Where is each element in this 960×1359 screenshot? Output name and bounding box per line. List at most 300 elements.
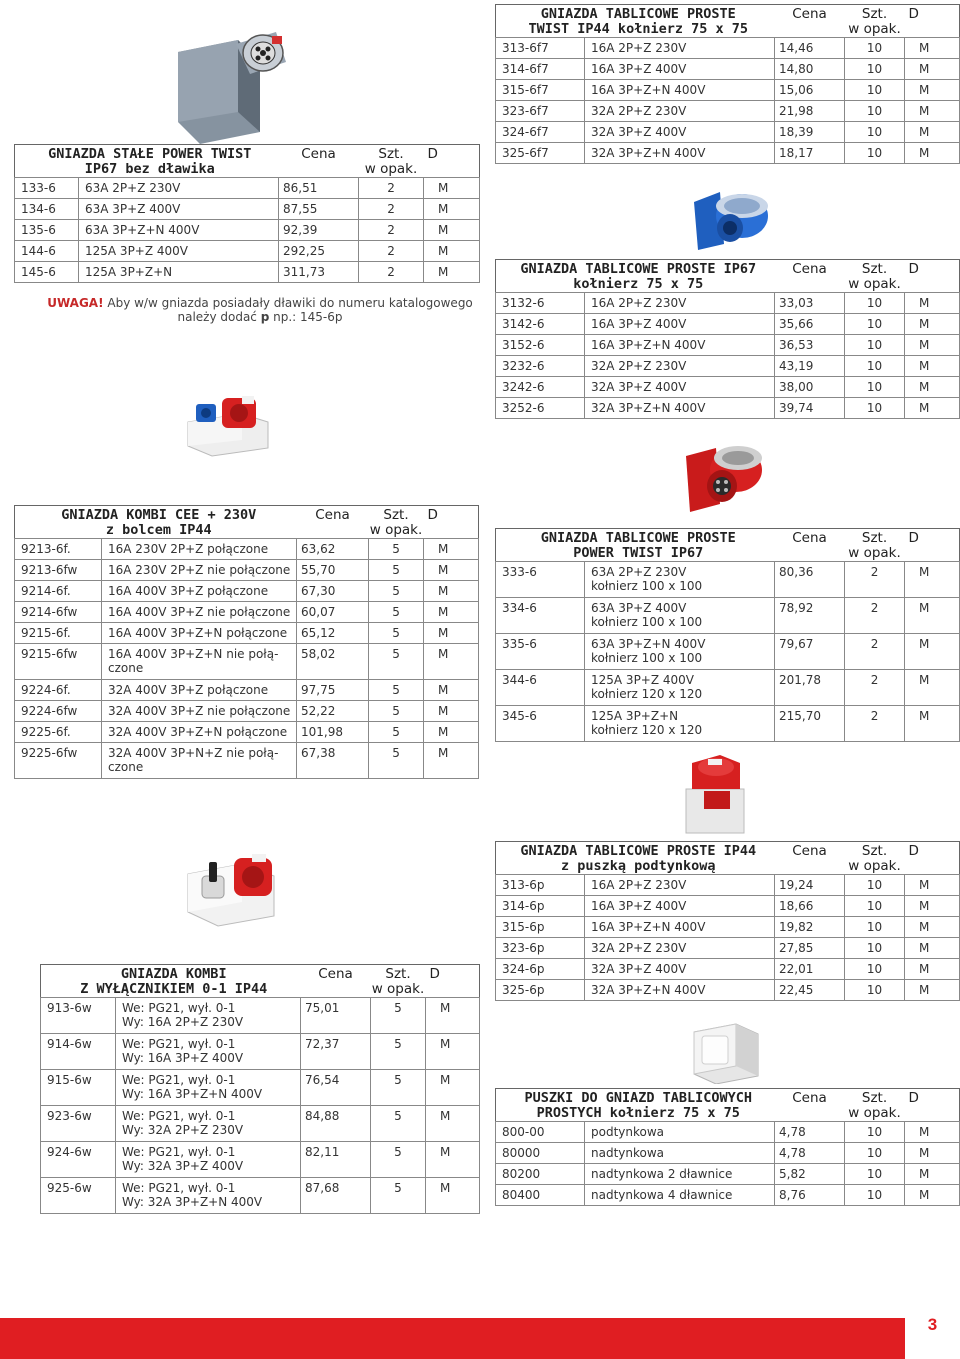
description-line: 16A 230V 2P+Z nie połączone bbox=[108, 563, 291, 577]
product-price: 58,02 bbox=[297, 644, 369, 680]
product-code: 315-6f7 bbox=[496, 80, 585, 101]
product-description bbox=[102, 722, 297, 743]
table-row bbox=[41, 1034, 480, 1070]
product-description bbox=[585, 38, 775, 59]
product-description bbox=[585, 917, 775, 938]
product-description bbox=[116, 1034, 301, 1070]
price-header: Cena bbox=[792, 530, 827, 546]
product-code: 133-6 bbox=[15, 178, 79, 199]
availability-code: M bbox=[424, 199, 480, 220]
product-price: 55,70 bbox=[297, 560, 369, 581]
package-quantity: 10 bbox=[845, 917, 905, 938]
grey-power-twist-socket-image bbox=[168, 22, 293, 147]
package-quantity: 2 bbox=[359, 241, 424, 262]
product-description bbox=[585, 59, 775, 80]
d-header: D bbox=[908, 530, 919, 546]
description-line: 125A 3P+Z 400V bbox=[591, 673, 695, 687]
table-row bbox=[41, 1178, 480, 1214]
qty-header-line: w opak. bbox=[371, 981, 425, 997]
product-code: 314-6p bbox=[496, 896, 585, 917]
description-line: 63A 3P+Z+N 400V bbox=[591, 637, 706, 651]
product-description bbox=[585, 1185, 775, 1206]
qty-header bbox=[845, 529, 905, 562]
product-code: 80000 bbox=[496, 1143, 585, 1164]
package-quantity: 5 bbox=[369, 539, 424, 560]
product-price: 82,11 bbox=[301, 1142, 371, 1178]
table-title bbox=[496, 529, 775, 562]
table-row bbox=[41, 1070, 480, 1106]
product-description bbox=[585, 398, 775, 419]
product-code: 913-6w bbox=[41, 998, 116, 1034]
product-price: 18,17 bbox=[775, 143, 845, 164]
product-description bbox=[585, 143, 775, 164]
availability-code: M bbox=[424, 241, 480, 262]
table-row bbox=[496, 143, 960, 164]
description-line: We: PG21, wył. 0-1 bbox=[122, 1145, 236, 1159]
package-quantity: 2 bbox=[359, 199, 424, 220]
product-code: 9215-6fw bbox=[15, 644, 102, 680]
table-title-line: GNIAZDA TABLICOWE PROSTE IP67 bbox=[520, 261, 757, 277]
description-line: Wy: 32A 3P+Z 400V bbox=[122, 1159, 244, 1173]
package-quantity: 10 bbox=[845, 938, 905, 959]
table-title-line: z bolcem IP44 bbox=[105, 522, 212, 538]
availability-code: M bbox=[424, 220, 480, 241]
availability-code: M bbox=[424, 680, 479, 701]
availability-code: M bbox=[424, 623, 479, 644]
combi-switch-socket-image bbox=[182, 850, 280, 928]
blue-panel-socket-image bbox=[690, 188, 774, 252]
availability-code: M bbox=[424, 644, 479, 680]
product-price: 75,01 bbox=[301, 998, 371, 1034]
price-table bbox=[14, 144, 480, 283]
description-line: Wy: 16A 3P+Z+N 400V bbox=[122, 1087, 263, 1101]
description-line: kołnierz 100 x 100 bbox=[591, 615, 703, 629]
table-title-line: IP67 bez dławika bbox=[84, 161, 215, 177]
availability-code: M bbox=[905, 896, 960, 917]
package-quantity: 5 bbox=[371, 1178, 426, 1214]
qty-header bbox=[359, 145, 424, 178]
package-quantity: 5 bbox=[371, 1070, 426, 1106]
product-code: 3232-6 bbox=[496, 356, 585, 377]
table-title-line: PUSZKI DO GNIAZD TABLICOWYCH bbox=[524, 1090, 753, 1106]
description-line: 125A 3P+Z 400V bbox=[85, 244, 189, 258]
price-table bbox=[495, 259, 960, 419]
qty-header bbox=[845, 5, 905, 38]
description-line: We: PG21, wył. 0-1 bbox=[122, 1181, 236, 1195]
description-line: 16A 2P+Z 230V bbox=[591, 878, 687, 892]
table-header bbox=[496, 842, 960, 875]
table-header bbox=[496, 1089, 960, 1122]
table-row bbox=[496, 1122, 960, 1143]
product-price: 63,62 bbox=[297, 539, 369, 560]
product-description bbox=[102, 581, 297, 602]
package-quantity: 10 bbox=[845, 38, 905, 59]
product-description bbox=[585, 293, 775, 314]
product-price: 14,46 bbox=[775, 38, 845, 59]
description-line: We: PG21, wył. 0-1 bbox=[122, 1037, 236, 1051]
product-description bbox=[102, 602, 297, 623]
product-price: 72,37 bbox=[301, 1034, 371, 1070]
product-price: 38,00 bbox=[775, 377, 845, 398]
description-line: 32A 400V 3P+N+Z nie połą- bbox=[108, 746, 279, 760]
qty-header-line: Szt. bbox=[861, 530, 888, 546]
table-title bbox=[15, 506, 297, 539]
product-price: 35,66 bbox=[775, 314, 845, 335]
package-quantity: 5 bbox=[369, 644, 424, 680]
product-description bbox=[116, 998, 301, 1034]
description-line: 32A 3P+Z 400V bbox=[591, 125, 687, 139]
product-description bbox=[102, 743, 297, 779]
table-title bbox=[496, 842, 775, 875]
package-quantity: 2 bbox=[845, 706, 905, 742]
description-line: 125A 3P+Z+N bbox=[85, 265, 173, 279]
price-header: Cena bbox=[792, 843, 827, 859]
product-description bbox=[116, 1142, 301, 1178]
product-price: 60,07 bbox=[297, 602, 369, 623]
availability-code: M bbox=[905, 38, 960, 59]
product-code: 9215-6f. bbox=[15, 623, 102, 644]
package-quantity: 2 bbox=[359, 262, 424, 283]
product-description bbox=[585, 1143, 775, 1164]
product-price: 18,39 bbox=[775, 122, 845, 143]
product-description bbox=[102, 560, 297, 581]
table-row bbox=[496, 80, 960, 101]
table-row bbox=[15, 199, 480, 220]
product-description bbox=[102, 539, 297, 560]
product-price: 19,24 bbox=[775, 875, 845, 896]
availability-code: M bbox=[424, 701, 479, 722]
d-header: D bbox=[908, 261, 919, 277]
description-line: kołnierz 120 x 120 bbox=[591, 723, 703, 737]
product-code: 9214-6f. bbox=[15, 581, 102, 602]
package-quantity: 2 bbox=[845, 634, 905, 670]
description-line: 16A 2P+Z 230V bbox=[591, 296, 687, 310]
product-code: 334-6 bbox=[496, 598, 585, 634]
product-code: 3242-6 bbox=[496, 377, 585, 398]
product-description bbox=[102, 623, 297, 644]
product-description bbox=[116, 1106, 301, 1142]
description-line: 16A 400V 3P+Z+N nie połą- bbox=[108, 647, 279, 661]
product-price: 27,85 bbox=[775, 938, 845, 959]
product-price: 67,38 bbox=[297, 743, 369, 779]
qty-header-line: w opak. bbox=[848, 1105, 901, 1121]
product-description bbox=[585, 896, 775, 917]
package-quantity: 10 bbox=[845, 959, 905, 980]
package-quantity: 10 bbox=[845, 875, 905, 896]
table-title bbox=[15, 145, 279, 178]
d-header: D bbox=[427, 507, 438, 523]
d-header: D bbox=[908, 6, 919, 22]
table-title-line: POWER TWIST IP67 bbox=[573, 545, 704, 561]
package-quantity: 10 bbox=[845, 1122, 905, 1143]
availability-code: M bbox=[905, 1143, 960, 1164]
product-description bbox=[102, 680, 297, 701]
product-code: 3132-6 bbox=[496, 293, 585, 314]
d-header: D bbox=[429, 966, 440, 982]
product-description bbox=[116, 1070, 301, 1106]
product-code: 80200 bbox=[496, 1164, 585, 1185]
table-row bbox=[496, 101, 960, 122]
description-line: nadtynkowa 2 dławnice bbox=[591, 1167, 733, 1181]
table-row bbox=[15, 743, 479, 779]
qty-header-line: w opak. bbox=[848, 21, 901, 37]
product-price: 43,19 bbox=[775, 356, 845, 377]
price-header: Cena bbox=[792, 6, 827, 22]
product-price: 76,54 bbox=[301, 1070, 371, 1106]
description-line: 63A 2P+Z 230V bbox=[591, 565, 687, 579]
availability-code: M bbox=[905, 80, 960, 101]
package-quantity: 10 bbox=[845, 122, 905, 143]
package-quantity: 10 bbox=[845, 80, 905, 101]
product-price: 21,98 bbox=[775, 101, 845, 122]
table-header bbox=[41, 965, 480, 998]
package-quantity: 5 bbox=[369, 680, 424, 701]
product-description bbox=[585, 314, 775, 335]
description-line: 32A 2P+Z 230V bbox=[591, 359, 687, 373]
product-description bbox=[585, 634, 775, 670]
product-code: 80400 bbox=[496, 1185, 585, 1206]
availability-code: M bbox=[905, 122, 960, 143]
table-title-line: GNIAZDA STAŁE POWER TWIST bbox=[48, 146, 252, 162]
description-line: 32A 3P+Z 400V bbox=[591, 962, 687, 976]
table-title-line: GNIAZDA TABLICOWE PROSTE bbox=[540, 6, 736, 22]
package-quantity: 10 bbox=[845, 1164, 905, 1185]
product-price: 97,75 bbox=[297, 680, 369, 701]
price-header: Cena bbox=[792, 1090, 827, 1106]
qty-header bbox=[369, 506, 424, 539]
qty-header-line: Szt. bbox=[383, 507, 409, 523]
availability-code: M bbox=[424, 560, 479, 581]
price-table bbox=[495, 4, 960, 164]
table-row bbox=[496, 896, 960, 917]
description-line: Wy: 32A 3P+Z+N 400V bbox=[122, 1195, 263, 1209]
table-row bbox=[496, 293, 960, 314]
description-line: 63A 3P+Z 400V bbox=[85, 202, 181, 216]
table-title-line: kołnierz 75 x 75 bbox=[573, 276, 704, 292]
package-quantity: 10 bbox=[845, 1143, 905, 1164]
availability-code: M bbox=[905, 143, 960, 164]
availability-code: M bbox=[905, 1185, 960, 1206]
product-description bbox=[585, 980, 775, 1001]
price-header: Cena bbox=[315, 507, 350, 523]
product-price: 14,80 bbox=[775, 59, 845, 80]
package-quantity: 5 bbox=[369, 722, 424, 743]
availability-code: M bbox=[905, 356, 960, 377]
availability-code: M bbox=[905, 959, 960, 980]
table-header bbox=[15, 506, 479, 539]
table-row bbox=[496, 1143, 960, 1164]
description-line: 16A 400V 3P+Z nie połączone bbox=[108, 605, 291, 619]
description-line: 16A 3P+Z 400V bbox=[591, 899, 687, 913]
price-header: Cena bbox=[301, 146, 336, 162]
table-title bbox=[496, 5, 775, 38]
description-line: podtynkowa bbox=[591, 1125, 665, 1139]
product-code: 333-6 bbox=[496, 562, 585, 598]
availability-code: M bbox=[905, 634, 960, 670]
availability-code: M bbox=[424, 722, 479, 743]
table-row bbox=[496, 314, 960, 335]
table-title-line: PROSTYCH kołnierz 75 x 75 bbox=[536, 1105, 740, 1121]
product-price: 201,78 bbox=[775, 670, 845, 706]
product-code: 9213-6f. bbox=[15, 539, 102, 560]
product-price: 52,22 bbox=[297, 701, 369, 722]
table-row bbox=[496, 122, 960, 143]
description-line: nadtynkowa bbox=[591, 1146, 665, 1160]
table-header bbox=[15, 145, 480, 178]
table-row bbox=[496, 562, 960, 598]
availability-code: M bbox=[905, 670, 960, 706]
availability-code: M bbox=[426, 1178, 480, 1214]
qty-header-line: w opak. bbox=[848, 276, 901, 292]
product-price: 79,67 bbox=[775, 634, 845, 670]
availability-code: M bbox=[426, 998, 480, 1034]
product-code: 9224-6f. bbox=[15, 680, 102, 701]
product-description bbox=[585, 562, 775, 598]
product-description bbox=[102, 644, 297, 680]
description-line: 16A 3P+Z+N 400V bbox=[591, 83, 706, 97]
product-price: 15,06 bbox=[775, 80, 845, 101]
product-description bbox=[585, 377, 775, 398]
availability-code: M bbox=[905, 598, 960, 634]
availability-code: M bbox=[426, 1106, 480, 1142]
table-row bbox=[496, 377, 960, 398]
table-row bbox=[41, 1106, 480, 1142]
description-line: 16A 3P+Z 400V bbox=[591, 62, 687, 76]
availability-code: M bbox=[905, 1122, 960, 1143]
product-code: 3252-6 bbox=[496, 398, 585, 419]
description-line: Wy: 32A 2P+Z 230V bbox=[122, 1123, 244, 1137]
qty-header-line: Szt. bbox=[861, 1090, 888, 1106]
table-row bbox=[496, 634, 960, 670]
combi-socket-small-image bbox=[182, 392, 278, 458]
description-line: 32A 400V 3P+Z połączone bbox=[108, 683, 269, 697]
product-code: 335-6 bbox=[496, 634, 585, 670]
table-row bbox=[496, 917, 960, 938]
table-title-line: TWIST IP44 kołnierz 75 x 75 bbox=[528, 21, 748, 37]
table-row bbox=[15, 722, 479, 743]
table-title-line: z puszką podtynkową bbox=[561, 858, 716, 874]
product-code: 9214-6fw bbox=[15, 602, 102, 623]
availability-code: M bbox=[905, 335, 960, 356]
availability-code: M bbox=[905, 101, 960, 122]
table-row bbox=[15, 644, 479, 680]
package-quantity: 5 bbox=[369, 701, 424, 722]
package-quantity: 10 bbox=[845, 59, 905, 80]
table-row bbox=[496, 598, 960, 634]
product-price: 8,76 bbox=[775, 1185, 845, 1206]
price-header: Cena bbox=[318, 966, 353, 982]
product-price: 292,25 bbox=[279, 241, 359, 262]
footer-bar bbox=[0, 1318, 905, 1359]
table-row bbox=[496, 980, 960, 1001]
product-code: 135-6 bbox=[15, 220, 79, 241]
description-line: kołnierz 100 x 100 bbox=[591, 579, 703, 593]
table-row bbox=[15, 701, 479, 722]
package-quantity: 5 bbox=[369, 623, 424, 644]
product-code: 324-6p bbox=[496, 959, 585, 980]
table-header bbox=[496, 5, 960, 38]
product-code: 134-6 bbox=[15, 199, 79, 220]
qty-header bbox=[371, 965, 426, 998]
qty-header-line: w opak. bbox=[848, 545, 901, 561]
product-price: 4,78 bbox=[775, 1122, 845, 1143]
availability-code: M bbox=[424, 743, 479, 779]
qty-header bbox=[845, 1089, 905, 1122]
product-description bbox=[585, 706, 775, 742]
package-quantity: 5 bbox=[369, 560, 424, 581]
product-price: 5,82 bbox=[775, 1164, 845, 1185]
availability-code: M bbox=[905, 59, 960, 80]
product-code: 324-6f7 bbox=[496, 122, 585, 143]
package-quantity: 10 bbox=[845, 398, 905, 419]
description-line: 32A 400V 3P+Z nie połączone bbox=[108, 704, 291, 718]
description-line: We: PG21, wył. 0-1 bbox=[122, 1109, 236, 1123]
red-power-twist-socket-image bbox=[680, 753, 750, 835]
package-quantity: 10 bbox=[845, 293, 905, 314]
package-quantity: 5 bbox=[369, 602, 424, 623]
package-quantity: 10 bbox=[845, 314, 905, 335]
table-row bbox=[496, 335, 960, 356]
availability-code: M bbox=[424, 581, 479, 602]
product-price: 22,45 bbox=[775, 980, 845, 1001]
qty-header-line: w opak. bbox=[848, 858, 901, 874]
availability-code: M bbox=[905, 398, 960, 419]
table-row bbox=[496, 670, 960, 706]
description-line: 16A 3P+Z+N 400V bbox=[591, 920, 706, 934]
package-quantity: 2 bbox=[359, 220, 424, 241]
table-title-line: GNIAZDA KOMBI bbox=[120, 966, 227, 982]
availability-code: M bbox=[424, 602, 479, 623]
description-line: 32A 3P+Z+N 400V bbox=[591, 146, 706, 160]
table-row bbox=[15, 680, 479, 701]
table-title bbox=[41, 965, 301, 998]
product-code: 313-6p bbox=[496, 875, 585, 896]
availability-code: M bbox=[905, 293, 960, 314]
table-title-line: GNIAZDA TABLICOWE PROSTE bbox=[540, 530, 736, 546]
qty-header bbox=[845, 842, 905, 875]
product-code: 313-6f7 bbox=[496, 38, 585, 59]
product-code: 925-6w bbox=[41, 1178, 116, 1214]
product-price: 65,12 bbox=[297, 623, 369, 644]
product-price: 87,55 bbox=[279, 199, 359, 220]
product-description bbox=[585, 356, 775, 377]
product-description bbox=[585, 101, 775, 122]
availability-code: M bbox=[905, 917, 960, 938]
d-header: D bbox=[908, 843, 919, 859]
qty-header-line: w opak. bbox=[364, 161, 418, 177]
product-code: 9225-6f. bbox=[15, 722, 102, 743]
product-price: 311,73 bbox=[279, 262, 359, 283]
description-line: kołnierz 120 x 120 bbox=[591, 687, 703, 701]
table-header bbox=[496, 529, 960, 562]
table-row bbox=[496, 398, 960, 419]
qty-header-line: Szt. bbox=[861, 843, 888, 859]
table-title-line: GNIAZDA TABLICOWE PROSTE IP44 bbox=[520, 843, 757, 859]
product-code: 9213-6fw bbox=[15, 560, 102, 581]
note-label: UWAGA! bbox=[47, 296, 104, 310]
package-quantity: 5 bbox=[371, 1142, 426, 1178]
description-line: 32A 400V 3P+Z+N połączone bbox=[108, 725, 288, 739]
product-price: 101,98 bbox=[297, 722, 369, 743]
description-line: 32A 2P+Z 230V bbox=[591, 104, 687, 118]
table-header bbox=[496, 260, 960, 293]
product-description bbox=[79, 262, 279, 283]
description-line: 63A 3P+Z+N 400V bbox=[85, 223, 200, 237]
table-row bbox=[496, 356, 960, 377]
description-line: 16A 3P+Z+N 400V bbox=[591, 338, 706, 352]
availability-code: M bbox=[424, 178, 480, 199]
availability-code: M bbox=[905, 377, 960, 398]
